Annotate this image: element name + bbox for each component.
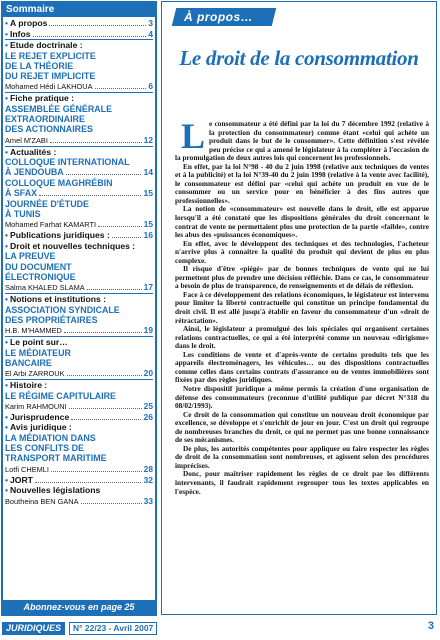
- toc-section-label: Notions et institutions :: [10, 293, 106, 304]
- toc-section-row[interactable]: [5, 29, 153, 40]
- toc-page-number: 6: [148, 81, 153, 92]
- bullet-icon: •: [5, 336, 9, 347]
- article-paragraph: Ce droit de la consommation qui constitue un nouveau droit économique par excellence, se développe et s'enrichit de jour en jour. C'est un droit qui regroupe de nombreuses branches du droit, ce qui ne permet pas une bonne connaissance de ses mécanismes.: [175, 409, 429, 445]
- toc-section-row[interactable]: [5, 337, 153, 348]
- toc-section-label: Nouvelles législations: [10, 485, 101, 496]
- toc-dot-leader: [35, 482, 142, 483]
- toc-dot-leader: [87, 289, 142, 290]
- toc-article-title[interactable]: À TUNIS: [5, 208, 41, 219]
- toc-author-row[interactable]: [5, 325, 153, 336]
- toc-article-title-row[interactable]: [5, 167, 153, 178]
- toc-article-title: COLLOQUE MAGHRÉBIN: [5, 177, 113, 188]
- toc-article-title[interactable]: ASSOCIATION SYNDICALE: [5, 304, 120, 315]
- toc-page-number: 14: [143, 167, 153, 178]
- toc-article-title[interactable]: DES ACTIONNAIRES: [5, 124, 93, 135]
- toc-page-number: 33: [143, 495, 153, 506]
- article-paragraph: De plus, les autorités compétentes pour appliquer ou faire respecter les règles de droit de la consommation sont nombreuses, et agissent selon des procédures imprécises.: [175, 443, 429, 470]
- toc-article-title[interactable]: LA PREUVE: [5, 251, 56, 262]
- toc-section-row[interactable]: [5, 147, 153, 158]
- article-paragraph: En effet, avec le développent des techniques et des technologies, l'acheteur n'arrive plus à connaitre la qualité du produit qui devient de plus en plus complexe.: [175, 238, 429, 265]
- toc-page-number: 15: [143, 188, 153, 199]
- toc-section-label: Actualités :: [10, 146, 57, 157]
- toc-section-label: Droit et nouvelles techniques :: [10, 240, 136, 251]
- toc-section-label: Etude doctrinale :: [10, 40, 83, 51]
- toc-dot-leader: [64, 332, 142, 333]
- drop-cap: L: [181, 116, 206, 156]
- toc-article-title[interactable]: DE LA THÉORIE: [5, 60, 74, 71]
- toc-article-title: À SFAX: [5, 188, 38, 199]
- toc-section-row[interactable]: [5, 93, 153, 104]
- toc-article-title-row[interactable]: [5, 178, 153, 188]
- toc-article-title: À JENDOUBA: [5, 167, 64, 178]
- table-of-contents: [1, 1, 157, 616]
- toc-section-row[interactable]: [5, 422, 153, 433]
- toc-page-number: 12: [143, 134, 153, 145]
- toc-author: Mohamed Hédi LAKHOUA: [5, 82, 93, 92]
- toc-dot-leader: [81, 503, 142, 504]
- bullet-icon: •: [5, 422, 9, 433]
- toc-article-title-row[interactable]: [5, 157, 153, 167]
- article-paragraph: Notre dispositif juridique a même permis la création d'une organisation de défense des consommateurs (reconnue d'utilité publique par décret N°318 du 08/02/1993).: [175, 383, 429, 411]
- toc-page-number: 16: [143, 230, 153, 241]
- toc-dot-leader: [49, 25, 146, 26]
- toc-author-row[interactable]: [5, 368, 153, 379]
- toc-page-number: 20: [143, 367, 153, 378]
- bullet-icon: •: [5, 485, 9, 496]
- toc-dot-leader: [69, 408, 142, 409]
- toc-dot-leader: [51, 471, 142, 472]
- bullet-icon: •: [5, 18, 9, 28]
- article-paragraph: Ainsi, le législateur a promulgué des lois spéciales qui organisent certaines relations contractuelles, ce qui a été interprété comme un nouveau «dirigisme» dans le droit.: [175, 324, 429, 351]
- article-paragraph-text: e consommateur a été défini par la loi du 7 décembre 1992 (relative à la protection du consommateur) comme étant «celui qui achète un produit dans le but de le consommer». Cette définition s'est révélée peu précise ce qui a amené le législateur à la compléter à l'occasion de la promulgation de deux autres lois qui concernent les professionnels.: [175, 119, 429, 163]
- toc-list: [3, 17, 155, 507]
- bullet-icon: •: [5, 411, 9, 422]
- toc-article-title[interactable]: LA MÉDIATION DANS: [5, 432, 96, 443]
- toc-section-row[interactable]: [5, 412, 153, 423]
- toc-author: Amel M'ZABI: [5, 135, 48, 145]
- toc-author-row[interactable]: [5, 401, 153, 412]
- toc-article-title[interactable]: DU DOCUMENT: [5, 261, 72, 272]
- toc-dot-leader: [112, 237, 142, 238]
- toc-author-row[interactable]: [5, 81, 153, 92]
- bullet-icon: •: [5, 28, 9, 39]
- toc-dot-leader: [95, 88, 147, 89]
- toc-dot-leader: [39, 195, 141, 196]
- toc-author-row[interactable]: [5, 219, 153, 230]
- toc-page-number: 3: [148, 18, 153, 28]
- bullet-icon: •: [5, 379, 9, 390]
- toc-article-title[interactable]: ÉLECTRONIQUE: [5, 271, 76, 282]
- toc-section-row[interactable]: [5, 18, 153, 29]
- toc-author-row[interactable]: [5, 464, 153, 475]
- toc-section-label: Publications juridiques :: [10, 230, 110, 241]
- toc-article-title[interactable]: DU REJET IMPLICITE: [5, 71, 96, 82]
- toc-author: H.B. M'HAMMED: [5, 325, 62, 335]
- toc-section-label: Infos: [10, 28, 31, 39]
- bullet-icon: •: [5, 93, 9, 104]
- toc-article-title[interactable]: LE REJET EXPLICITE: [5, 50, 96, 61]
- toc-page-number: 15: [143, 219, 153, 230]
- article-paragraph: La notion de «consommateur» est nouvelle dans le droit, elle est apparue lorsqu'il a été constaté que les dispositions générales du droit concernant le contrat de vente ne permettaient plus une protection de la partie «faible», contre les abus des «puissances économiques».: [175, 204, 429, 240]
- toc-page-number: 19: [143, 324, 153, 335]
- article-body: [175, 116, 429, 496]
- toc-section-label: Fiche pratique :: [10, 93, 74, 104]
- toc-author: Boutheina BEN GANA: [5, 496, 79, 506]
- toc-section-label: Jurisprudence: [10, 411, 70, 422]
- toc-article-title[interactable]: EXTRAORDINAIRE: [5, 114, 85, 125]
- toc-page-number: 26: [143, 411, 153, 422]
- bullet-icon: •: [5, 293, 9, 304]
- bullet-icon: •: [5, 474, 9, 485]
- toc-page-number: 28: [143, 463, 153, 474]
- toc-article-title[interactable]: LES CONFLITS DE: [5, 443, 84, 454]
- subscribe-banner[interactable]: Abonnez-vous en page 25: [3, 600, 155, 614]
- toc-author: Lotfi CHEMLI: [5, 464, 49, 474]
- toc-author: Salma KHALED SLAMA: [5, 282, 85, 292]
- toc-section-label: Histoire :: [10, 379, 48, 390]
- toc-author: Karim RAHMOUNI: [5, 401, 67, 411]
- section-banner-label: À propos…: [184, 10, 254, 24]
- toc-author-row[interactable]: [5, 135, 153, 146]
- bullet-icon: •: [5, 230, 9, 241]
- toc-dot-leader: [67, 375, 142, 376]
- sommaire-title: Sommaire: [3, 3, 155, 17]
- bullet-icon: •: [5, 40, 9, 51]
- bullet-icon: •: [5, 240, 9, 251]
- toc-article-title[interactable]: LE RÉGIME CAPITULAIRE: [5, 390, 116, 401]
- toc-article-title[interactable]: TRANSPORT MARITIME: [5, 453, 107, 464]
- article-paragraph: Donc, pour maîtriser rapidement les règles de ce droit par les différents intervenants, il faudrait rapidement regrouper tous les textes applicables en l'espèce.: [175, 469, 429, 496]
- toc-dot-leader: [33, 36, 147, 37]
- toc-section-row[interactable]: [5, 485, 153, 496]
- bullet-icon: •: [5, 146, 9, 157]
- toc-page-number: 32: [143, 474, 153, 485]
- magazine-logo: JURIDIQUES: [2, 622, 65, 635]
- toc-section-label: Le point sur…: [10, 336, 68, 347]
- article-paragraph: [175, 116, 429, 163]
- toc-article-title[interactable]: LE MÉDIATEUR: [5, 347, 71, 358]
- toc-section-row[interactable]: [5, 241, 153, 252]
- toc-section-row[interactable]: [5, 380, 153, 391]
- toc-author-row[interactable]: [5, 282, 153, 293]
- page-footer: [2, 620, 157, 636]
- toc-article-title[interactable]: DES PROPRIÉTAIRES: [5, 314, 98, 325]
- toc-dot-leader: [66, 174, 142, 175]
- toc-page-number: 4: [148, 28, 153, 39]
- toc-article-title[interactable]: ASSEMBLÉE GÉNÉRALE: [5, 103, 113, 114]
- toc-article-title: COLLOQUE INTERNATIONAL: [5, 157, 130, 168]
- toc-dot-leader: [50, 142, 142, 143]
- toc-section-label: A propos: [10, 18, 48, 28]
- toc-page-number: 17: [143, 281, 153, 292]
- toc-dot-leader: [98, 226, 142, 227]
- toc-section-row[interactable]: [5, 230, 153, 241]
- section-banner: [172, 8, 276, 26]
- article-paragraph: Il risque d'être «piégé» par de bonnes techniques de vente qui ne lui permettent plus de prendre une décision réfléchie. Dans ce cas, le consommateur a besoin de plus de transparence, de renseignements et de délais de réflexion.: [175, 264, 429, 291]
- issue-label: N° 22/23 - Avril 2007: [69, 622, 157, 635]
- toc-section-row[interactable]: [5, 294, 153, 305]
- article-paragraph: En effet, par la loi N°98 - 40 du 2 juin 1998 (relative aux techniques de ventes et à la publicité) et la loi N°39-40 du 2 juin 1998 (relative à la vente avec facilité), le consommateur est défini par «celui qui achète un produit en vue de le consommer ou un service pour en bénéficier à des fins autres que professionnelles».: [175, 161, 429, 205]
- toc-author: El Arbi ZARROUK: [5, 368, 65, 378]
- toc-article-title-row[interactable]: [5, 188, 153, 199]
- toc-page-number: 25: [143, 400, 153, 411]
- page-number: 3: [427, 620, 434, 632]
- article-panel: [161, 1, 437, 615]
- article-headline: Le droit de la consommation: [179, 46, 419, 70]
- article-paragraph: Les conditions de vente et d'après-vente de certains produits tels que les appareils électroménagers, les véhicules… ou des dispositions contractuelles comme celles dans certains contrats d'assurance ou de ventes immobilières sont fixées par des règles juridiques.: [175, 349, 429, 385]
- toc-article-title[interactable]: JOURNÉE D'ÉTUDE: [5, 198, 89, 209]
- toc-author: Mohamed Farhat KAMARTI: [5, 220, 97, 230]
- toc-section-row[interactable]: [5, 40, 153, 51]
- toc-section-label: JORT: [10, 474, 33, 485]
- toc-section-label: Avis juridique :: [10, 422, 72, 433]
- toc-dot-leader: [71, 419, 141, 420]
- toc-section-row[interactable]: [5, 475, 153, 486]
- toc-author-row[interactable]: [5, 496, 153, 507]
- toc-article-title[interactable]: BANCAIRE: [5, 357, 52, 368]
- article-paragraph: Face à ce développement des relations économiques, le législateur est intervenu pour limiter la liberté contractuelle qui constitue un principe fondamental du droit civil. Il est allé jusqu'à établir en faveur du consommateur d'un «droit de rétractation».: [175, 289, 429, 325]
